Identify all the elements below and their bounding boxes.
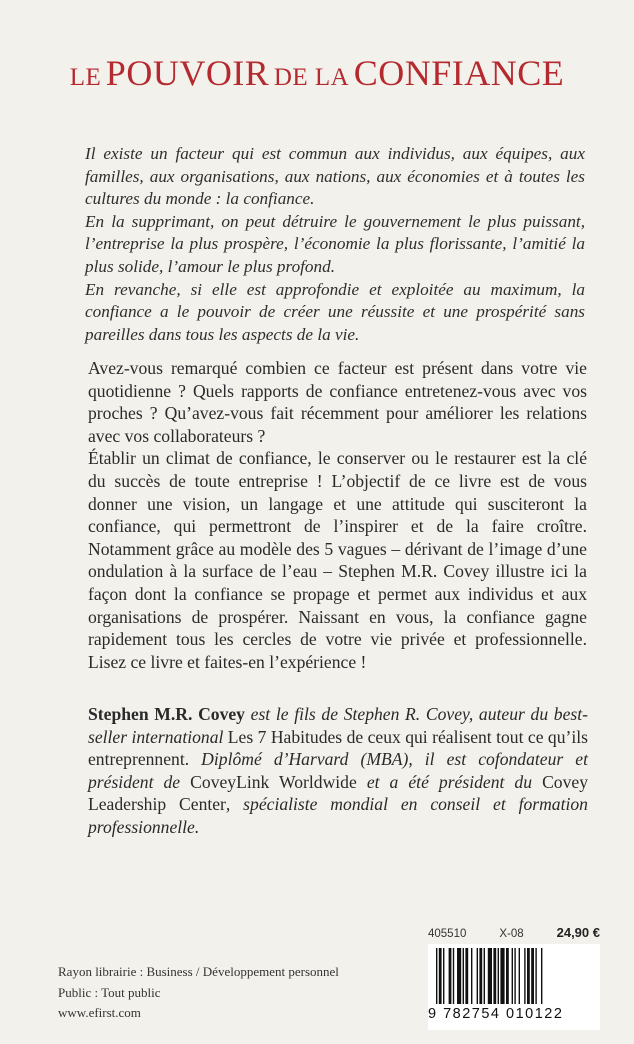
shelf-audience: Public : Tout public — [58, 984, 161, 1000]
product-code: 405510 — [428, 928, 467, 940]
author-bio — [88, 703, 588, 839]
intro-paragraph: En revanche, si elle est approfondie et exploitée au maximum, la confiance a le pouvoir de créer une réussite et une prospérité sans pareilles dans tous les aspects de la vie. — [85, 279, 585, 344]
title-confiance: CONFIANCE — [353, 53, 565, 93]
author-name: Stephen M.R. Covey — [88, 704, 245, 724]
shelf-category: Rayon librairie : Business / Développement personnel — [58, 964, 339, 979]
description-paragraph: Établir un climat de confiance, le conserver ou le restaurer est la clé du succès de toute entreprise ! L’objectif de ce livre est de vous donner une vision, un langage et une attitude qui susciteront la confiance, qui permettront de l’inspirer et de la faire croître. Notamment grâce au modèle des 5 vagues – dérivant de l’image d’une ondulation à la surface de l’eau – Stephen M.R. Covey illustre ici la façon dont la confiance se propage et permet aux individus et aux organisations de prospérer. Naissant en vous, la confiance gagne rapidement tous les cercles de votre vie privée et professionnelle. Lisez ce livre et faites-en l’expérience ! — [88, 448, 587, 672]
title-pouvoir: POUVOIR — [105, 53, 270, 93]
description-block — [88, 357, 587, 673]
author-bio-text: et a été président du — [356, 771, 543, 792]
title-le: LE — [69, 64, 102, 91]
description-paragraph: Avez-vous remarqué combien ce facteur est présent dans votre vie quotidienne ? Quels rapports de confiance entretenez-vous avec vos proches ? Qu’avez-vous fait récemment pour améliorer les relations avec vos collaborateurs ? — [88, 358, 587, 446]
author-bio-text: , spécialiste mondial en conseil et formation professionnelle. — [88, 794, 588, 837]
barcode-bars — [428, 944, 600, 1004]
title-de-la: DE LA — [273, 64, 350, 91]
publisher-website: www.efirst.com — [58, 1005, 141, 1020]
author-bio-text: est le fils de Stephen R. Covey, auteur du best-seller international — [88, 704, 589, 747]
intro-paragraph: Il existe un facteur qui est commun aux individus, aux équipes, aux familles, aux organisations, aux nations, aux économies et à toutes les cultures du monde : la confiance. — [85, 144, 585, 209]
author-bio-text: Diplômé d’Harvard (MBA), il est cofondateur et président de — [88, 749, 588, 792]
book-title — [0, 52, 634, 94]
shelf-info — [58, 962, 339, 1024]
barcode-number: 9 782754 010122 — [428, 1006, 564, 1022]
product-ref: X-08 — [499, 928, 524, 940]
intro-block — [85, 143, 585, 346]
price: 24,90 € — [556, 925, 600, 940]
author-bio-text: CoveyLink Worldwide — [190, 771, 357, 792]
author-bio-text: Les 7 Habitudes de ceux qui réalisent tout ce qu’ils entreprennent. — [88, 726, 588, 770]
intro-paragraph: En la supprimant, on peut détruire le gouvernement le plus puissant, l’entreprise la plus prospère, l’économie la plus florissante, l’amitié la plus solide, l’amour le plus profond. — [85, 211, 585, 276]
author-bio-text: Covey Leadership Center — [88, 771, 588, 815]
product-meta — [428, 925, 600, 940]
